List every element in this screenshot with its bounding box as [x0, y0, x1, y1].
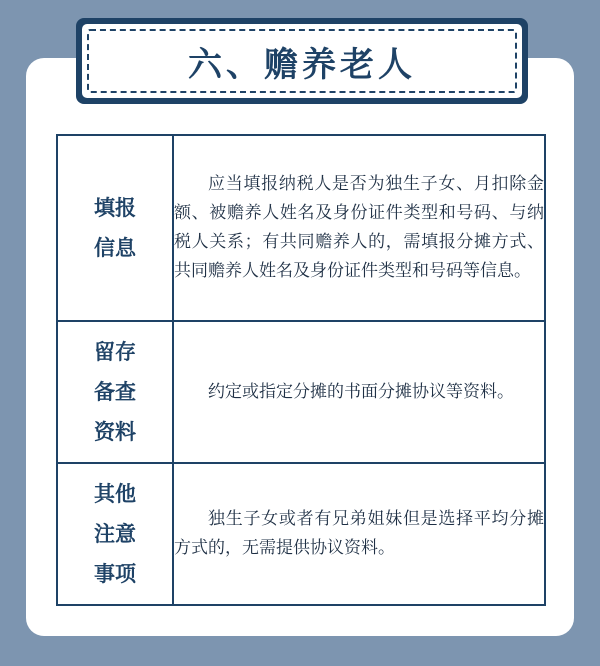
row-content-fill-info: 应当填报纳税人是否为独生子女、月扣除金额、被赡养人姓名及身份证件类型和号码、与纳税人关系；有共同赡养人的，需填报分摊方式、共同赡养人姓名及身份证件类型和号码等信息。 — [173, 135, 545, 321]
row-label-retained-docs: 留存 备查 资料 — [57, 321, 173, 463]
row-label-fill-info: 填报 信息 — [57, 135, 173, 321]
table-row — [57, 463, 545, 605]
page-title: 六、赡养老人 — [188, 44, 416, 85]
row-content-retained-docs: 约定或指定分摊的书面分摊协议等资料。 — [173, 321, 545, 463]
table-row — [57, 321, 545, 463]
table-row — [57, 135, 545, 321]
row-content-other-notes: 独生子女或者有兄弟姐妹但是选择平均分摊方式的，无需提供协议资料。 — [173, 463, 545, 605]
title-frame — [87, 29, 517, 93]
info-table — [56, 134, 546, 606]
title-banner — [76, 18, 528, 104]
row-label-other-notes: 其他 注意 事项 — [57, 463, 173, 605]
